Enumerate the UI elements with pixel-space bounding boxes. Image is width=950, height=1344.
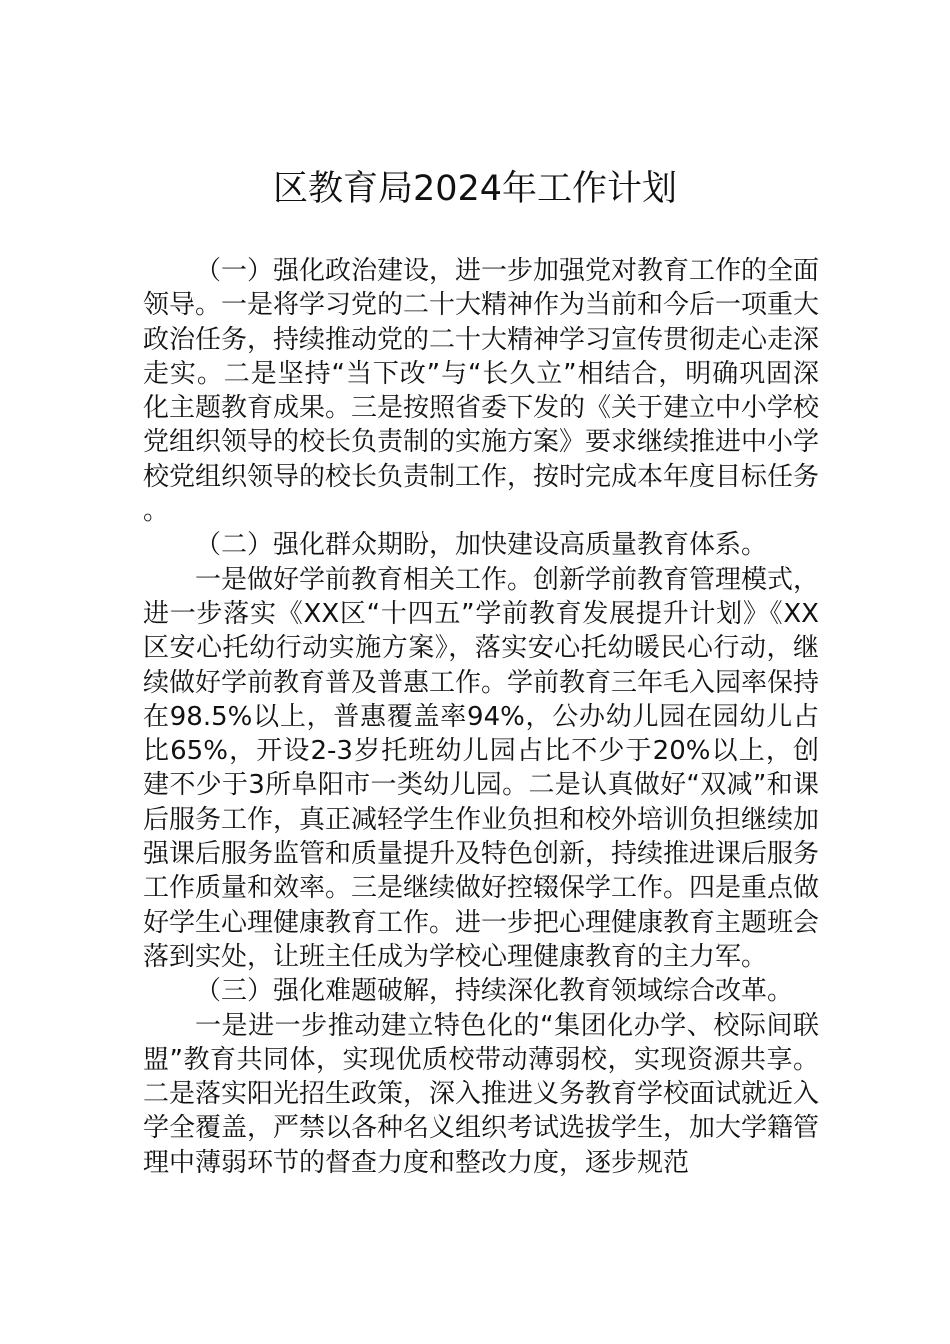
document-title: 区教育局2024年工作计划 bbox=[272, 169, 678, 209]
heading-public-expectations: （二）强化群众期盼，加快建设高质量教育体系。 bbox=[195, 530, 768, 561]
heading-comprehensive-reform: （三）强化难题破解，持续深化教育领域综合改革。 bbox=[195, 976, 794, 1007]
document-body bbox=[143, 254, 819, 1180]
paragraph-preschool-education: 一是做好学前教育相关工作。创新学前教育管理模式，进一步落实《XX区“十四五”学前教育发展提升计划》《XX区安心托幼行动实施方案》，落实安心托幼暖民心行动，继续做好学前教育普及普惠工作。学前教育三年毛入园率保持在98.5%以上，普惠覆盖率94%，公办幼儿园在园幼儿占比65%，开设2-3岁托班幼儿园占比不少于20%以上，创建不少于3所阜阳市一类幼儿园。二是认真做好“双减”和课后服务工作，真正减轻学生作业负担和校外培训负担继续加强课后服务监管和质量提升及特色创新，持续推进课后服务工作质量和效率。三是继续做好控辍保学工作。四是重点做好学生心理健康教育工作。进一步把心理健康教育主题班会落到实处，让班主任成为学校心理健康教育的主力军。 bbox=[143, 564, 820, 972]
paragraph-education-community: 一是进一步推动建立特色化的“集团化办学、校际间联盟”教育共同体，实现优质校带动薄弱校，实现资源共享。二是落实阳光招生政策，深入推进义务教育学校面试就近入学全覆盖，严禁以各种名义组织考试选拔学生，加大学籍管理中薄弱环节的督查力度和整改力度，逐步规范 bbox=[143, 1010, 820, 1178]
paragraph-political-construction: （一）强化政治建设，进一步加强党对教育工作的全面领导。一是将学习党的二十大精神作为当前和今后一项重大政治任务，持续推动党的二十大精神学习宣传贯彻走心走深走实。二是坚持“当下改”与“长久立”相结合，明确巩固深化主题教育成果。三是按照省委下发的《关于建立中小学校党组织领导的校长负责制的实施方案》要求继续推进中小学校党组织领导的校长负责制工作，按时完成本年度目标任务。 bbox=[143, 256, 820, 527]
